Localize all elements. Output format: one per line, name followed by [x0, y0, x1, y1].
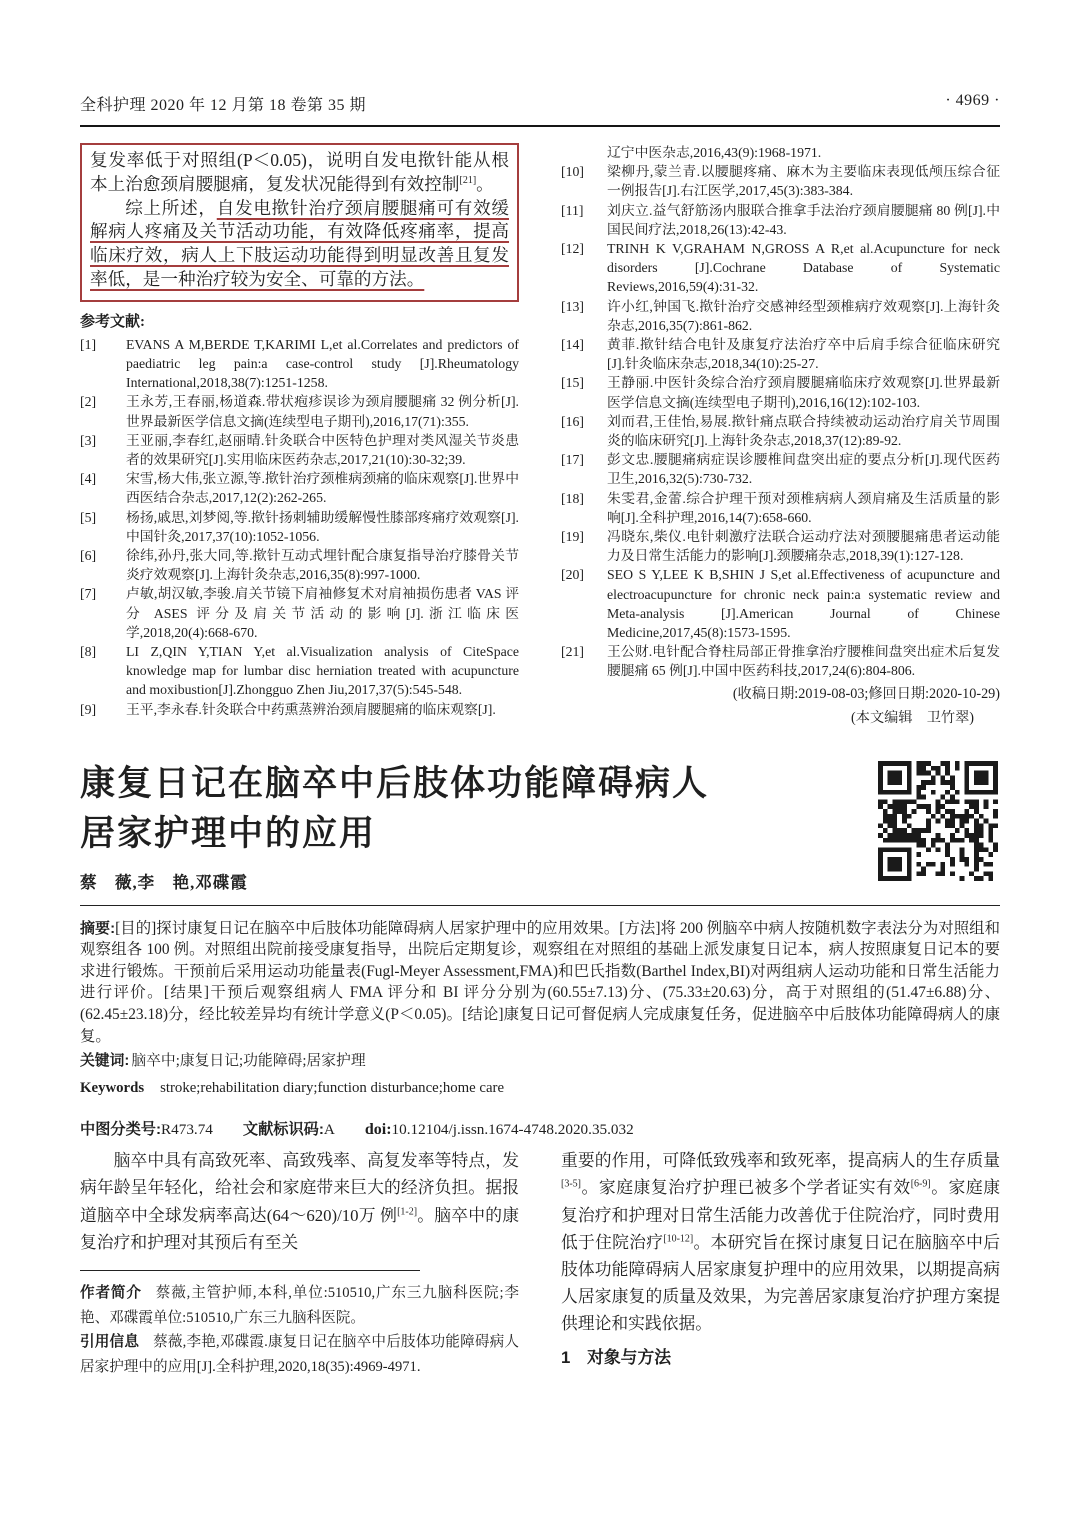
reference-number: [8]: [80, 644, 97, 660]
reference-text: 王静丽.中医针灸综合治疗颈肩腰腿痛临床疗效观察[J].世界最新医学信息文摘(连续型电子期刊),2016,16(12):102-103.: [607, 375, 1000, 410]
reference-number: [5]: [80, 509, 97, 525]
conclusion-highlight-box: [80, 143, 519, 302]
reference-text: 宋雪,杨大伟,张立源,等.揿针治疗颈椎病颈痛的临床观察[J].世界中西医结合杂志,2017,12(2):262-265.: [126, 471, 519, 506]
author-bio-line: [80, 1281, 519, 1330]
footnote-block: [80, 1256, 519, 1379]
received-revised-dates: (收稿日期:2019-08-03;修回日期:2020-10-29): [732, 685, 1000, 702]
reference-number: [21]: [561, 644, 584, 660]
article-authors: 蔡 薇,李 艳,邓碟霞: [80, 872, 248, 892]
header-rule: [80, 125, 1000, 127]
reference-text: 冯晓东,柴仪.电针刺激疗法联合运动疗法对颈腰腿痛患者运动能力及日常生活能力的影响[J].颈腰痛杂志,2018,39(1):127-128.: [607, 529, 1000, 564]
reference-text: EVANS A M,BERDE T,KARIMI L,et al.Correlates and predictors of paediatric leg pain:a case-control study [J].Rheumatology International,2018,38(7):1251-1258.: [126, 336, 519, 391]
article-title-line1: 康复日记在脑卒中后肢体功能障碍病人: [80, 763, 710, 803]
citation-info-text: 蔡薇,李艳,邓碟霞.康复日记在脑卒中后肢体功能障碍病人居家护理中的应用[J].全科护理,2020,18(35):4969-4971.: [80, 1334, 519, 1375]
reference-item: [561, 373, 1000, 411]
reference-item: [80, 584, 519, 642]
references-section: [80, 143, 1000, 729]
reference-item: [561, 412, 1000, 450]
reference-text: 梁柳丹,蒙兰青.以腰腿疼痛、麻木为主要临床表现低颅压综合征一例报告[J].右江医学,2017,45(3):383-384.: [607, 164, 1000, 199]
article-title-line2: 居家护理中的应用: [80, 813, 377, 853]
title-divider-rule: [80, 905, 1000, 906]
references-list-left: [80, 335, 519, 719]
reference-number: [3]: [80, 432, 97, 448]
reference-text: 王永芳,王春丽,杨道森.带状疱疹误诊为颈肩腰腿痛 32 例分析[J].世界最新医学信息文摘(连续型电子期刊),2016,17(71):355.: [126, 394, 519, 429]
reference-number: [20]: [561, 567, 584, 583]
reference-item: [561, 201, 1000, 239]
references-right-column: [561, 143, 1000, 729]
reference-item: [80, 392, 519, 430]
clc-segment: [80, 1121, 213, 1138]
reference-item: [561, 239, 1000, 297]
reference-text: 王亚丽,李春红,赵丽晴.针灸联合中医特色护理对类风湿关节炎患者的效果研究[J].实用临床医药杂志,2017,21(10):30-32;39.: [126, 432, 519, 467]
keywords-cn-text: 脑卒中;康复日记;功能障碍;居家护理: [131, 1053, 366, 1070]
author-bio-text: 蔡薇,主管护师,本科,单位:510510,广东三九脑科医院;李艳、邓碟霞单位:510510,广东三九脑科医院。: [80, 1285, 519, 1326]
keywords-en-text: stroke;rehabilitation diary;function disturbance;home care: [160, 1079, 505, 1096]
reference-number: [13]: [561, 298, 584, 314]
reference-text: 彭文忠.腰腿痛病症误诊腰椎间盘突出症的要点分析[J].现代医药卫生,2016,32(5):730-732.: [607, 452, 1000, 487]
reference-text: 徐纬,孙丹,张大同,等.揿针互动式埋针配合康复指导治疗膝骨关节炎疗效观察[J].上海针灸杂志,2016,35(8):997-1000.: [126, 548, 519, 583]
reference-number: [14]: [561, 337, 584, 353]
body-text-section: [80, 1147, 1000, 1379]
page-header: [80, 92, 1000, 115]
reference-item: [80, 700, 519, 719]
abstract-label: 摘要:: [80, 919, 116, 937]
reference-number: [10]: [561, 164, 584, 180]
reference-text: 刘庆立.益气舒筋汤内服联合推拿手法治疗颈肩腰腿痛 80 例[J].中国民间疗法,2018,26(13):42-43.: [607, 202, 1000, 237]
reference-number: [2]: [80, 394, 97, 410]
reference-text: 朱雯君,金蕾.综合护理干预对颈椎病病人颈肩痛及生活质量的影响[J].全科护理,2016,14(7):658-660.: [607, 490, 1000, 525]
reference-item: [80, 469, 519, 507]
reference-item: [561, 642, 1000, 680]
reference-text: 黄菲.揿针结合电针及康复疗法治疗卒中后肩手综合征临床研究[J].针灸临床杂志,2018,34(10):25-27.: [607, 337, 1000, 372]
references-list-right: [561, 162, 1000, 680]
qr-code: [878, 761, 998, 881]
reference-item: [80, 642, 519, 700]
body-left-column: [80, 1147, 519, 1379]
reference-item: [561, 297, 1000, 335]
citation-info-line: [80, 1330, 519, 1379]
clc-value: R473.74: [161, 1121, 213, 1139]
reference-text: 许小红,钟国飞.揿针治疗交感神经型颈椎病疗效观察[J].上海针灸杂志,2016,35(7):861-862.: [607, 298, 1000, 333]
intro-paragraph-left: 脑卒中具有高致死率、高致残率、高复发率等特点，发病年龄呈年轻化，给社会和家庭带来巨大的经济负担。据报道脑卒中全球发病率高达(64～620)/10万 例[1-2]。脑卒中的康复治疗和护理对其预后有至关: [80, 1151, 519, 1252]
reference-number: [16]: [561, 413, 584, 429]
reference-number: [7]: [80, 586, 97, 602]
reference-number: [12]: [561, 241, 584, 257]
footnote-divider-rule: [80, 1270, 420, 1271]
reference-text: 王公财.电针配合脊柱局部正骨推拿治疗腰椎间盘突出症术后复发腰腿痛 65 例[J].中国中医药科技,2017,24(6):804-806.: [607, 644, 1000, 679]
doc-code-segment: [243, 1121, 335, 1138]
classification-line: [80, 1118, 1000, 1139]
doc-code-value: A: [323, 1121, 335, 1139]
reference-item: [561, 527, 1000, 565]
body-right-column: [561, 1147, 1000, 1379]
reference-number: [11]: [561, 202, 584, 218]
reference-text: 杨扬,戚思,刘梦阅,等.揿针扬刺辅助缓解慢性膝部疼痛疗效观察[J].中国针灸,2017,37(10):1052-1056.: [126, 509, 519, 544]
conclusion-underlined-text: 自发电揿针治疗颈肩腰腿痛可有效缓解病人疼痛及关节活动功能，有效降低疼痛率，提高临床疗效，病人上下肢运动功能得到明显改善且复发率低，是一种治疗较为安全、可靠的方法。: [90, 197, 509, 289]
conclusion-lead-text: 综上所述，: [125, 197, 217, 218]
editor-note: (本文编辑 卫竹翠): [851, 709, 974, 726]
reference-text: LI Z,QIN Y,TIAN Y,et al.Visualization analysis of CiteSpace knowledge map for lumbar disc herniation treated with acupuncture and moxibustion[J].Zhongguo Zhen Jiu,2017,37(5):545-548.: [126, 644, 519, 698]
abstract-paragraph: [80, 918, 1000, 1048]
reference-text: SEO S Y,LEE K B,SHIN J S,et al.Effectiveness of acupuncture and electroacupuncture for chronic neck pain:a systematic review and Meta-analysis [J].American Journal of Chinese Medicine,2017,45(8):1573-1595.: [607, 567, 1000, 641]
reference-item: [561, 565, 1000, 642]
reference-item: [561, 162, 1000, 200]
reference-text: TRINH K V,GRAHAM N,GROSS A R,et al.Acupuncture for neck disorders [J].Cochrane Database of Systematic Reviews,2016,59(4):31-32.: [607, 241, 1000, 295]
doi-segment: [365, 1121, 634, 1138]
keywords-cn-label: 关键词:: [80, 1053, 130, 1070]
abstract-text: [目的]探讨康复日记在脑卒中后肢体功能障碍病人居家护理中的应用效果。[方法]将 200 例脑卒中病人按随机数字表法分为对照组和观察组各 100 例。对照组出院前接受康复指导，出院后定期复诊，观察组在对照组的基础上派发康复日记本，病人按照康复日记本的要求进行锻炼。干预前后采用运动功能量表(Fugl-Meyer Assessment,FMA)和巴氏指数(Barthel Index,BI)对两组病人运动功能和日常生活能力进行评价。[结果]干预后观察组病人 FMA 评分和 BI 评分分别为(60.55±7.13)分、(75.33±20.63)分，高于对照组的(51.47±6.88)分、(62.45±23.18)分，经比较差异均有统计学意义(P＜0.05)。[结论]康复日记可督促病人完成康复任务，促进脑卒中后肢体功能障碍病人的康复。: [80, 919, 1000, 1045]
reference-item: [80, 546, 519, 584]
reference-text: 刘而君,王佳怡,易展.揿针痛点联合持续被动运动治疗肩关节周围炎的临床研究[J].上海针灸杂志,2018,37(12):89-92.: [607, 413, 1000, 449]
reference-number: [19]: [561, 529, 584, 545]
conclusion-paragraph-2: [90, 197, 509, 292]
author-bio-label: 作者简介: [80, 1285, 142, 1302]
reference-item: [561, 489, 1000, 527]
keywords-en-line: [80, 1077, 1000, 1101]
doc-code-label: 文献标识码:: [242, 1121, 324, 1139]
reference-number: [1]: [80, 336, 97, 352]
citation-info-label: 引用信息: [80, 1334, 140, 1351]
keywords-cn-line: [80, 1050, 1000, 1074]
section-1-heading: 1 对象与方法: [561, 1347, 672, 1367]
reference-number: [4]: [80, 471, 97, 487]
article-title: [80, 759, 1000, 859]
reference-number: [15]: [561, 375, 584, 391]
reference-item: [561, 335, 1000, 373]
clc-label: 中图分类号:: [80, 1121, 161, 1139]
conclusion-paragraph-1: 复发率低于对照组(P＜0.05)，说明自发电揿针能从根本上治愈颈肩腰腿痛，复发状况能得到有效控制[21]。: [90, 150, 509, 194]
reference-number: [9]: [80, 701, 97, 717]
reference-item: [561, 450, 1000, 488]
doi-value: 10.12104/j.issn.1674-4748.2020.35.032: [391, 1121, 634, 1139]
page-number: · 4969 ·: [945, 92, 1000, 109]
reference-item: [80, 431, 519, 469]
reference-9-continuation: 辽宁中医杂志,2016,43(9):1968-1971.: [607, 145, 822, 160]
keywords-en-label: Keywords: [80, 1079, 145, 1096]
article-header: [80, 759, 1000, 906]
references-left-column: [80, 143, 519, 729]
reference-item: [80, 335, 519, 393]
doi-label: doi:: [364, 1121, 392, 1139]
reference-number: [17]: [561, 452, 584, 468]
journal-issue-info: 全科护理 2020 年 12 月第 18 卷第 35 期: [80, 97, 367, 114]
reference-number: [18]: [561, 490, 584, 506]
reference-text: 卢敏,胡汉敏,李骏.肩关节镜下肩袖修复术对肩袖损伤患者 VAS 评分 ASES 评分及肩关节活动的影响[J].浙江临床医学,2018,20(4):668-670.: [126, 586, 519, 640]
reference-text: 王平,李永春.针灸联合中药熏蒸辨治颈肩腰腿痛的临床观察[J].: [126, 701, 496, 717]
intro-paragraph-right: 重要的作用，可降低致残率和致死率，提高病人的生存质量[3-5]。家庭康复治疗护理已被多个学者证实有效[6-9]。家庭康复治疗和护理对日常生活能力改善优于住院治疗，同时费用低于住院治疗[10-12]。本研究旨在探讨康复日记在脑脑卒中后肢体功能障碍病人居家康复护理中的应用效果，以期提高病人居家康复的质量及效果，为完善居家康复治疗护理方案提供理论和实践依据。: [561, 1151, 1000, 1334]
reference-item: [80, 508, 519, 546]
reference-number: [6]: [80, 548, 97, 564]
references-heading: 参考文献:: [80, 313, 145, 330]
